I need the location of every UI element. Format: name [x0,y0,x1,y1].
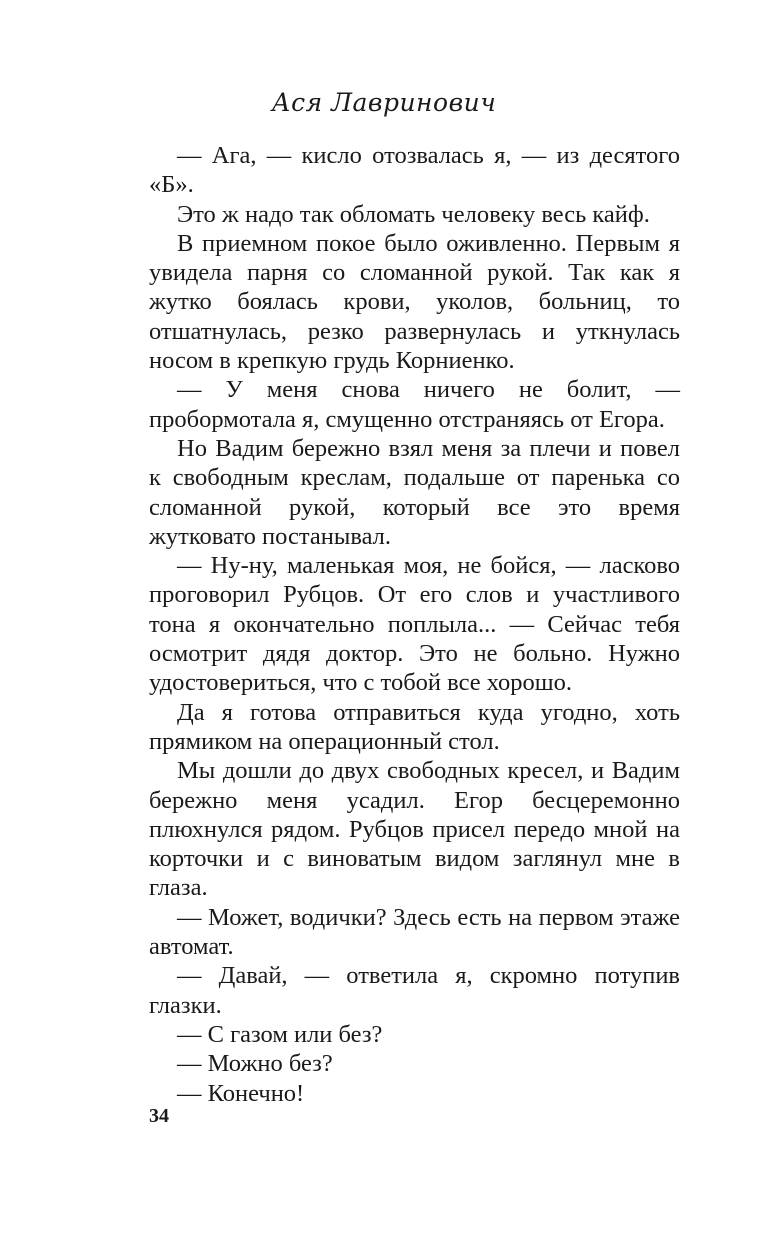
paragraph: — Давай, — ответила я, скромно потупив глазки. [149,962,680,1019]
body-text [149,141,680,1108]
paragraph: В приемном покое было оживленно. Первым я увидела парня со сломанной рукой. Так как я жутко боялась крови, уколов, больниц, то отшатнулась, резко развернулась и уткнулась носом в крепкую грудь Корниенко. [149,229,680,375]
paragraph: — Можно без? [177,1050,333,1078]
paragraph: Да я готова отправиться куда угодно, хоть прямиком на операционный стол. [149,698,680,755]
paragraph: Мы дошли до двух свободных кресел, и Вадим бережно меня усадил. Егор бесцеремонно плюхнулся рядом. Рубцов присел передо мной на корточки и с виноватым видом заглянул мне в глаза. [149,757,680,902]
paragraph: — Конечно! [177,1079,305,1107]
paragraph: Но Вадим бережно взял меня за плечи и повел к свободным креслам, подальше от паренька со сломанной рукой, который все это время жутковато постанывал. [149,434,680,550]
paragraph: — Ага, — кисло отозвалась я, — из десятого «Б». [149,142,680,199]
running-head-author: Ася Лавринович [271,88,497,117]
paragraph: — Ну-ну, маленькая моя, не бойся, — ласково проговорил Рубцов. От его слов и участливого тона я окончательно поплыла... — Сейчас тебя осмотрит дядя доктор. Это не больно. Нужно удостовериться, что с тобой все хорошо. [149,552,680,697]
paragraph: — С газом или без? [177,1020,383,1048]
page-number: 34 [149,1105,169,1127]
paragraph: — У меня снова ничего не болит, — пробормотала я, смущенно отстраняясь от Егора. [149,376,680,433]
paragraph: Это ж надо так обломать человеку весь кайф. [177,200,650,228]
paragraph: — Может, водички? Здесь есть на первом этаже автомат. [149,903,680,961]
